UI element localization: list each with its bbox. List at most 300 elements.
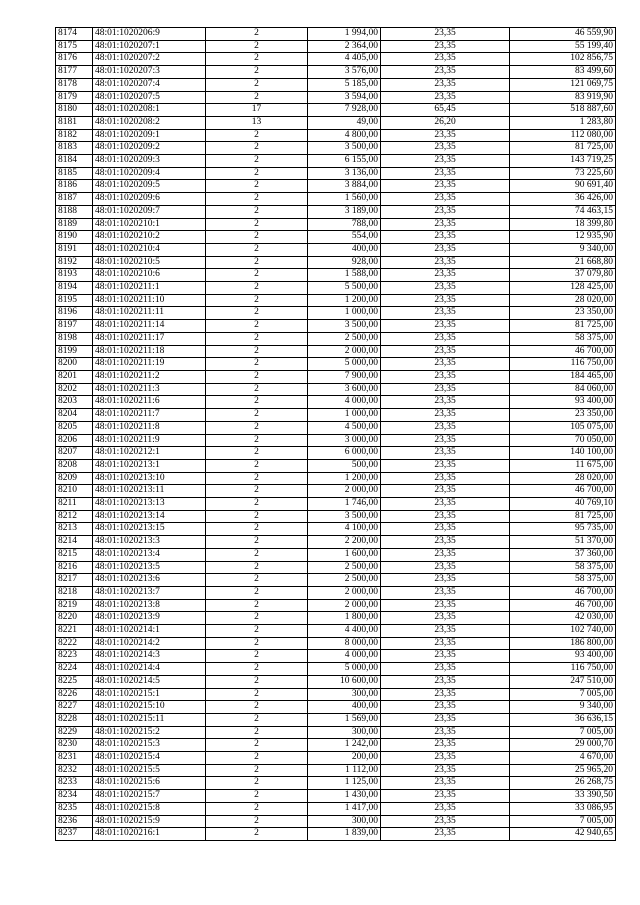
cadastral-number-cell: 48:01:1020210:6: [93, 269, 206, 282]
table-row: [56, 586, 616, 599]
value-cell: 105 075,00: [510, 421, 616, 434]
rate-cell: 23,35: [381, 320, 510, 333]
area-cell: 400,00: [308, 243, 381, 256]
rate-cell: 23,35: [381, 637, 510, 650]
row-number-cell: 8204: [56, 409, 93, 422]
table-row: [56, 536, 616, 549]
table-row: [56, 675, 616, 688]
category-cell: 2: [206, 548, 308, 561]
category-cell: 2: [206, 269, 308, 282]
row-number-cell: 8231: [56, 752, 93, 765]
rate-cell: 23,35: [381, 332, 510, 345]
rate-cell: 23,35: [381, 409, 510, 422]
category-cell: 2: [206, 155, 308, 168]
table-row: [56, 510, 616, 523]
row-number-cell: 8192: [56, 256, 93, 269]
rate-cell: 23,35: [381, 282, 510, 295]
value-cell: 81 725,00: [510, 320, 616, 333]
cadastral-number-cell: 48:01:1020211:1: [93, 282, 206, 295]
area-cell: 1 569,00: [308, 713, 381, 726]
category-cell: 2: [206, 307, 308, 320]
row-number-cell: 8228: [56, 713, 93, 726]
category-cell: 2: [206, 40, 308, 53]
rate-cell: 23,35: [381, 752, 510, 765]
row-number-cell: 8212: [56, 510, 93, 523]
cadastral-number-cell: 48:01:1020213:6: [93, 574, 206, 587]
table-row: [56, 828, 616, 841]
cadastral-number-cell: 48:01:1020214:3: [93, 650, 206, 663]
rate-cell: 23,35: [381, 650, 510, 663]
cadastral-number-cell: 48:01:1020216:1: [93, 828, 206, 841]
cadastral-value-table: [55, 27, 616, 841]
table-row: [56, 409, 616, 422]
area-cell: 4 100,00: [308, 523, 381, 536]
table-row: [56, 104, 616, 117]
area-cell: 1 000,00: [308, 409, 381, 422]
row-number-cell: 8209: [56, 472, 93, 485]
cadastral-number-cell: 48:01:1020211:18: [93, 345, 206, 358]
rate-cell: 23,35: [381, 510, 510, 523]
row-number-cell: 8177: [56, 66, 93, 79]
value-cell: 70 050,00: [510, 434, 616, 447]
value-cell: 46 700,00: [510, 485, 616, 498]
cadastral-number-cell: 48:01:1020209:6: [93, 193, 206, 206]
category-cell: 2: [206, 701, 308, 714]
value-cell: 74 463,15: [510, 205, 616, 218]
row-number-cell: 8234: [56, 790, 93, 803]
row-number-cell: 8190: [56, 231, 93, 244]
category-cell: 2: [206, 726, 308, 739]
value-cell: 4 670,00: [510, 752, 616, 765]
rate-cell: 23,35: [381, 536, 510, 549]
area-cell: 1 200,00: [308, 472, 381, 485]
value-cell: 7 005,00: [510, 688, 616, 701]
table-row: [56, 307, 616, 320]
table-row: [56, 78, 616, 91]
cadastral-number-cell: 48:01:1020213:5: [93, 561, 206, 574]
category-cell: 2: [206, 28, 308, 41]
category-cell: 2: [206, 599, 308, 612]
rate-cell: 23,35: [381, 459, 510, 472]
rate-cell: 23,35: [381, 498, 510, 511]
row-number-cell: 8215: [56, 548, 93, 561]
value-cell: 42 030,00: [510, 612, 616, 625]
rate-cell: 23,35: [381, 91, 510, 104]
cadastral-number-cell: 48:01:1020212:1: [93, 447, 206, 460]
area-cell: 5 000,00: [308, 663, 381, 676]
value-cell: 36 426,00: [510, 193, 616, 206]
value-cell: 73 225,60: [510, 167, 616, 180]
table-row: [56, 218, 616, 231]
category-cell: 2: [206, 536, 308, 549]
row-number-cell: 8236: [56, 815, 93, 828]
table-row: [56, 256, 616, 269]
cadastral-number-cell: 48:01:1020210:1: [93, 218, 206, 231]
cadastral-number-cell: 48:01:1020211:14: [93, 320, 206, 333]
area-cell: 2 000,00: [308, 485, 381, 498]
row-number-cell: 8187: [56, 193, 93, 206]
rate-cell: 23,35: [381, 383, 510, 396]
category-cell: 2: [206, 447, 308, 460]
category-cell: 2: [206, 790, 308, 803]
table-row: [56, 752, 616, 765]
area-cell: 1 125,00: [308, 777, 381, 790]
row-number-cell: 8181: [56, 116, 93, 129]
rate-cell: 23,35: [381, 358, 510, 371]
value-cell: 58 375,00: [510, 561, 616, 574]
row-number-cell: 8206: [56, 434, 93, 447]
rate-cell: 23,35: [381, 599, 510, 612]
rate-cell: 23,35: [381, 243, 510, 256]
area-cell: 2 500,00: [308, 332, 381, 345]
row-number-cell: 8218: [56, 586, 93, 599]
cadastral-number-cell: 48:01:1020207:1: [93, 40, 206, 53]
rate-cell: 23,35: [381, 764, 510, 777]
value-cell: 9 340,00: [510, 701, 616, 714]
rate-cell: 23,35: [381, 447, 510, 460]
rate-cell: 23,35: [381, 561, 510, 574]
area-cell: 4 800,00: [308, 129, 381, 142]
row-number-cell: 8219: [56, 599, 93, 612]
row-number-cell: 8210: [56, 485, 93, 498]
cadastral-number-cell: 48:01:1020213:8: [93, 599, 206, 612]
value-cell: 9 340,00: [510, 243, 616, 256]
category-cell: 2: [206, 523, 308, 536]
category-cell: 2: [206, 66, 308, 79]
rate-cell: 23,35: [381, 739, 510, 752]
row-number-cell: 8176: [56, 53, 93, 66]
value-cell: 116 750,00: [510, 663, 616, 676]
row-number-cell: 8191: [56, 243, 93, 256]
value-cell: 112 080,00: [510, 129, 616, 142]
rate-cell: 23,35: [381, 294, 510, 307]
area-cell: 4 000,00: [308, 396, 381, 409]
value-cell: 37 079,80: [510, 269, 616, 282]
cadastral-number-cell: 48:01:1020213:11: [93, 485, 206, 498]
rate-cell: 23,35: [381, 129, 510, 142]
table-row: [56, 370, 616, 383]
category-cell: 2: [206, 320, 308, 333]
area-cell: 2 364,00: [308, 40, 381, 53]
category-cell: 2: [206, 396, 308, 409]
row-number-cell: 8182: [56, 129, 93, 142]
category-cell: 2: [206, 764, 308, 777]
row-number-cell: 8185: [56, 167, 93, 180]
category-cell: 2: [206, 345, 308, 358]
row-number-cell: 8223: [56, 650, 93, 663]
category-cell: 2: [206, 675, 308, 688]
area-cell: 1 588,00: [308, 269, 381, 282]
cadastral-number-cell: 48:01:1020211:19: [93, 358, 206, 371]
rate-cell: 23,35: [381, 180, 510, 193]
area-cell: 1 800,00: [308, 612, 381, 625]
cadastral-number-cell: 48:01:1020209:2: [93, 142, 206, 155]
rate-cell: 23,35: [381, 663, 510, 676]
category-cell: 2: [206, 205, 308, 218]
area-cell: 3 000,00: [308, 434, 381, 447]
category-cell: 2: [206, 498, 308, 511]
table-row: [56, 447, 616, 460]
cadastral-number-cell: 48:01:1020215:9: [93, 815, 206, 828]
rate-cell: 23,35: [381, 701, 510, 714]
table-row: [56, 434, 616, 447]
row-number-cell: 8208: [56, 459, 93, 472]
table-row: [56, 294, 616, 307]
area-cell: 300,00: [308, 815, 381, 828]
area-cell: 1 600,00: [308, 548, 381, 561]
rate-cell: 23,35: [381, 586, 510, 599]
value-cell: 28 020,00: [510, 472, 616, 485]
area-cell: 2 000,00: [308, 586, 381, 599]
area-cell: 1 200,00: [308, 294, 381, 307]
area-cell: 2 000,00: [308, 599, 381, 612]
value-cell: 37 360,00: [510, 548, 616, 561]
table-row: [56, 205, 616, 218]
table-row: [56, 345, 616, 358]
value-cell: 83 499,60: [510, 66, 616, 79]
value-cell: 55 199,40: [510, 40, 616, 53]
row-number-cell: 8194: [56, 282, 93, 295]
table-row: [56, 40, 616, 53]
row-number-cell: 8186: [56, 180, 93, 193]
cadastral-number-cell: 48:01:1020213:9: [93, 612, 206, 625]
area-cell: 1 994,00: [308, 28, 381, 41]
area-cell: 1 839,00: [308, 828, 381, 841]
cadastral-number-cell: 48:01:1020207:5: [93, 91, 206, 104]
category-cell: 2: [206, 383, 308, 396]
rate-cell: 23,35: [381, 269, 510, 282]
cadastral-number-cell: 48:01:1020208:2: [93, 116, 206, 129]
area-cell: 10 600,00: [308, 675, 381, 688]
rate-cell: 23,35: [381, 625, 510, 638]
area-cell: 300,00: [308, 726, 381, 739]
table-row: [56, 180, 616, 193]
category-cell: 2: [206, 815, 308, 828]
table-row: [56, 790, 616, 803]
area-cell: 3 884,00: [308, 180, 381, 193]
cadastral-number-cell: 48:01:1020210:2: [93, 231, 206, 244]
area-cell: 928,00: [308, 256, 381, 269]
value-cell: 46 700,00: [510, 586, 616, 599]
value-cell: 58 375,00: [510, 332, 616, 345]
category-cell: 2: [206, 688, 308, 701]
table-row: [56, 53, 616, 66]
rate-cell: 23,35: [381, 777, 510, 790]
table-row: [56, 625, 616, 638]
category-cell: 2: [206, 574, 308, 587]
value-cell: 102 740,00: [510, 625, 616, 638]
area-cell: 3 189,00: [308, 205, 381, 218]
table-row: [56, 116, 616, 129]
table-row: [56, 243, 616, 256]
rate-cell: 23,35: [381, 802, 510, 815]
rate-cell: 23,35: [381, 574, 510, 587]
value-cell: 90 691,40: [510, 180, 616, 193]
row-number-cell: 8229: [56, 726, 93, 739]
category-cell: 2: [206, 472, 308, 485]
area-cell: 4 405,00: [308, 53, 381, 66]
area-cell: 1 560,00: [308, 193, 381, 206]
category-cell: 2: [206, 370, 308, 383]
table-row: [56, 193, 616, 206]
rate-cell: 23,35: [381, 612, 510, 625]
value-cell: 1 283,80: [510, 116, 616, 129]
cadastral-number-cell: 48:01:1020211:11: [93, 307, 206, 320]
cadastral-number-cell: 48:01:1020211:8: [93, 421, 206, 434]
category-cell: 2: [206, 561, 308, 574]
row-number-cell: 8183: [56, 142, 93, 155]
area-cell: 3 576,00: [308, 66, 381, 79]
cadastral-number-cell: 48:01:1020209:5: [93, 180, 206, 193]
row-number-cell: 8201: [56, 370, 93, 383]
area-cell: 4 500,00: [308, 421, 381, 434]
rate-cell: 23,35: [381, 256, 510, 269]
rate-cell: 23,35: [381, 396, 510, 409]
area-cell: 3 600,00: [308, 383, 381, 396]
row-number-cell: 8203: [56, 396, 93, 409]
cadastral-number-cell: 48:01:1020213:10: [93, 472, 206, 485]
table-row: [56, 548, 616, 561]
category-cell: 2: [206, 180, 308, 193]
category-cell: 2: [206, 586, 308, 599]
cadastral-number-cell: 48:01:1020211:10: [93, 294, 206, 307]
area-cell: 1 430,00: [308, 790, 381, 803]
value-cell: 121 069,75: [510, 78, 616, 91]
table-row: [56, 129, 616, 142]
area-cell: 3 500,00: [308, 510, 381, 523]
category-cell: 2: [206, 510, 308, 523]
table-row: [56, 421, 616, 434]
row-number-cell: 8221: [56, 625, 93, 638]
rate-cell: 23,35: [381, 167, 510, 180]
table-row: [56, 383, 616, 396]
cadastral-number-cell: 48:01:1020214:1: [93, 625, 206, 638]
row-number-cell: 8214: [56, 536, 93, 549]
rate-cell: 23,35: [381, 815, 510, 828]
cadastral-number-cell: 48:01:1020215:4: [93, 752, 206, 765]
value-cell: 29 000,70: [510, 739, 616, 752]
category-cell: 13: [206, 116, 308, 129]
rate-cell: 23,35: [381, 713, 510, 726]
table-row: [56, 612, 616, 625]
value-cell: 93 400,00: [510, 650, 616, 663]
table-row: [56, 358, 616, 371]
table-row: [56, 523, 616, 536]
cadastral-number-cell: 48:01:1020215:2: [93, 726, 206, 739]
category-cell: 2: [206, 358, 308, 371]
table-row: [56, 396, 616, 409]
category-cell: 2: [206, 142, 308, 155]
table-row: [56, 66, 616, 79]
cadastral-number-cell: 48:01:1020215:11: [93, 713, 206, 726]
table-row: [56, 320, 616, 333]
row-number-cell: 8235: [56, 802, 93, 815]
area-cell: 2 500,00: [308, 561, 381, 574]
row-number-cell: 8232: [56, 764, 93, 777]
rate-cell: 23,35: [381, 205, 510, 218]
cadastral-number-cell: 48:01:1020213:4: [93, 548, 206, 561]
category-cell: 2: [206, 218, 308, 231]
row-number-cell: 8230: [56, 739, 93, 752]
value-cell: 143 719,25: [510, 155, 616, 168]
category-cell: 2: [206, 332, 308, 345]
area-cell: 4 400,00: [308, 625, 381, 638]
document-page: [55, 27, 615, 841]
table-row: [56, 91, 616, 104]
row-number-cell: 8216: [56, 561, 93, 574]
cadastral-number-cell: 48:01:1020210:5: [93, 256, 206, 269]
table-row: [56, 231, 616, 244]
category-cell: 2: [206, 282, 308, 295]
row-number-cell: 8197: [56, 320, 93, 333]
cadastral-number-cell: 48:01:1020210:4: [93, 243, 206, 256]
table-row: [56, 815, 616, 828]
category-cell: 2: [206, 663, 308, 676]
area-cell: 2 000,00: [308, 345, 381, 358]
cadastral-number-cell: 48:01:1020208:1: [93, 104, 206, 117]
rate-cell: 23,35: [381, 485, 510, 498]
table-row: [56, 574, 616, 587]
row-number-cell: 8196: [56, 307, 93, 320]
category-cell: 2: [206, 612, 308, 625]
value-cell: 95 735,00: [510, 523, 616, 536]
area-cell: 500,00: [308, 459, 381, 472]
rate-cell: 23,35: [381, 218, 510, 231]
row-number-cell: 8174: [56, 28, 93, 41]
area-cell: 1 242,00: [308, 739, 381, 752]
value-cell: 81 725,00: [510, 142, 616, 155]
category-cell: 2: [206, 243, 308, 256]
cadastral-number-cell: 48:01:1020214:4: [93, 663, 206, 676]
row-number-cell: 8225: [56, 675, 93, 688]
cadastral-number-cell: 48:01:1020209:7: [93, 205, 206, 218]
value-cell: 51 370,00: [510, 536, 616, 549]
value-cell: 26 268,75: [510, 777, 616, 790]
area-cell: 1 746,00: [308, 498, 381, 511]
rate-cell: 23,35: [381, 726, 510, 739]
value-cell: 184 465,00: [510, 370, 616, 383]
category-cell: 2: [206, 91, 308, 104]
table-row: [56, 561, 616, 574]
category-cell: 2: [206, 485, 308, 498]
rate-cell: 23,35: [381, 40, 510, 53]
table-row: [56, 28, 616, 41]
cadastral-number-cell: 48:01:1020215:6: [93, 777, 206, 790]
category-cell: 2: [206, 434, 308, 447]
rate-cell: 23,35: [381, 307, 510, 320]
cadastral-number-cell: 48:01:1020213:15: [93, 523, 206, 536]
value-cell: 46 700,00: [510, 599, 616, 612]
table-row: [56, 739, 616, 752]
category-cell: 2: [206, 53, 308, 66]
table-row: [56, 599, 616, 612]
row-number-cell: 8226: [56, 688, 93, 701]
area-cell: 1 000,00: [308, 307, 381, 320]
category-cell: 2: [206, 459, 308, 472]
value-cell: 102 856,75: [510, 53, 616, 66]
category-cell: 2: [206, 777, 308, 790]
cadastral-number-cell: 48:01:1020213:7: [93, 586, 206, 599]
rate-cell: 23,35: [381, 193, 510, 206]
value-cell: 58 375,00: [510, 574, 616, 587]
table-row: [56, 142, 616, 155]
area-cell: 4 000,00: [308, 650, 381, 663]
rate-cell: 23,35: [381, 523, 510, 536]
rate-cell: 23,35: [381, 231, 510, 244]
cadastral-number-cell: 48:01:1020215:8: [93, 802, 206, 815]
value-cell: 21 668,80: [510, 256, 616, 269]
cadastral-number-cell: 48:01:1020213:13: [93, 498, 206, 511]
